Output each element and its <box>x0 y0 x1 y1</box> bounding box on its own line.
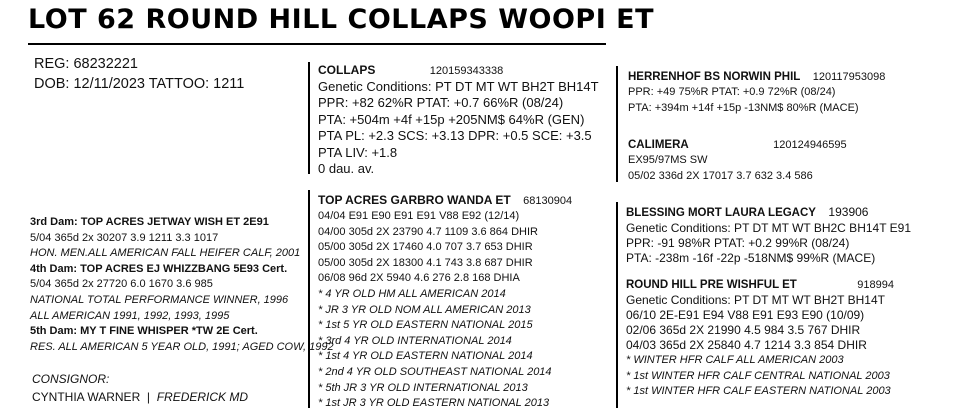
sire-dam-block <box>628 136 847 184</box>
sire-bracket-line <box>308 62 310 174</box>
dam-sire-reg: 193906 <box>828 205 869 219</box>
sire-line: PTA: +504m +4f +15p +205NM$ 64%R (GEN) <box>318 111 585 127</box>
dam-record: 05/00 305d 2X 18300 4.1 743 3.8 687 DHIR <box>318 256 533 269</box>
dam-block <box>318 192 572 412</box>
dam-sire-line: PTA: -238m -16f -22p -518NM$ 99%R (MACE) <box>626 251 876 265</box>
sire-dam-reg: 120124946595 <box>773 139 847 151</box>
sire-block <box>318 62 599 177</box>
registration-number: REG: 68232221 <box>34 56 138 72</box>
dam-reg: 68130904 <box>523 195 573 207</box>
dam-name: TOP ACRES GARBRO WANDA ET <box>318 193 511 207</box>
dam-award: * JR 3 YR OLD NOM ALL AMERICAN 2013 <box>318 303 531 316</box>
dam-award: * 1st 4 YR OLD EASTERN NATIONAL 2014 <box>318 350 533 363</box>
dam-dam-name: ROUND HILL PRE WISHFUL ET <box>626 279 797 291</box>
dam-sire-bracket-line <box>616 202 618 408</box>
dam-dam-line: 04/03 365d 2X 25840 4.7 1214 3.3 854 DHIR <box>626 338 867 352</box>
dam-dam-award: * WINTER HFR CALF ALL AMERICAN 2003 <box>626 354 844 366</box>
sire-sire-block <box>628 68 885 116</box>
dam-record: 04/04 E91 E90 E91 E91 V88 E92 (12/14) <box>318 210 520 222</box>
sire-line: Genetic Conditions: PT DT MT WT BH2T BH14T <box>318 79 599 94</box>
sire-dam-name: CALIMERA <box>628 139 689 151</box>
dam-sire-block <box>626 204 911 266</box>
fourth-dam-record: 5/04 365d 2x 27720 6.0 1670 3.6 985 <box>30 278 213 291</box>
sire-line: PTA LIV: +1.8 <box>318 144 398 160</box>
consignor-info <box>32 390 248 404</box>
sire-dam-line: EX95/97MS SW <box>628 154 708 166</box>
ancestors-block <box>30 215 334 355</box>
sire-sire-reg: 120117953098 <box>812 71 886 83</box>
dam-award: * 1st JR 3 YR OLD EASTERN NATIONAL 2013 <box>318 397 550 410</box>
sire-reg: 120159343338 <box>429 65 504 77</box>
dam-dam-award: * 1st WINTER HFR CALF CENTRAL NATIONAL 2003 <box>626 369 890 382</box>
third-dam-record: 5/04 365d 2x 30207 3.9 1211 3.3 1017 <box>30 231 219 244</box>
dam-sire-line: Genetic Conditions: PT DT MT WT BH2C BH14T E91 <box>626 221 911 235</box>
sire-name: COLLAPS <box>318 63 376 77</box>
third-dam-name: 3rd Dam: TOP ACRES JETWAY WISH ET 2E91 <box>30 216 269 228</box>
dam-dam-block <box>626 276 894 400</box>
dam-dam-award: * 1st WINTER HFR CALF EASTERN NATIONAL 2003 <box>626 385 891 398</box>
dam-dam-reg: 918994 <box>857 279 894 291</box>
dam-award: * 2nd 4 YR OLD SOUTHEAST NATIONAL 2014 <box>318 365 552 378</box>
dam-dam-line: 06/10 2E-E91 E94 V88 E91 E93 E90 (10/09) <box>626 308 865 322</box>
fifth-dam-name: 5th Dam: MY T FINE WHISPER *TW 2E Cert. <box>30 325 258 338</box>
fourth-dam-name: 4th Dam: TOP ACRES EJ WHIZZBANG 5E93 Cert. <box>30 262 288 275</box>
sire-sire-line: PPR: +49 75%R PTAT: +0.9 72%R (08/24) <box>628 86 836 98</box>
dam-records <box>318 209 572 287</box>
birth-date-tattoo: DOB: 12/11/2023 TATTOO: 1211 <box>34 76 245 92</box>
dam-dam-line: 02/06 365d 2X 21990 4.5 984 3.5 767 DHIR <box>626 323 861 337</box>
dam-sire-line: PPR: -91 98%R PTAT: +0.2 99%R (08/24) <box>626 236 850 250</box>
sire-details <box>318 79 599 177</box>
fourth-dam-award: ALL AMERICAN 1991, 1992, 1993, 1995 <box>30 309 230 322</box>
title-underline <box>28 43 606 45</box>
third-dam-award: HON. MEN.ALL AMERICAN FALL HEIFER CALF, 2001 <box>30 247 301 260</box>
consignor-location: FREDERICK MD <box>156 390 249 404</box>
dam-award: * 5th JR 3 YR OLD INTERNATIONAL 2013 <box>318 381 528 394</box>
page-title: LOT 62 ROUND HILL COLLAPS WOOPI ET <box>28 4 655 35</box>
sire-sire-bracket-line <box>616 66 618 182</box>
consignor-label: CONSIGNOR: <box>32 372 110 386</box>
sire-sire-line: PTA: +394m +14f +15p -13NM$ 80%R (MACE) <box>628 101 859 114</box>
dam-record: 06/08 96d 2X 5940 4.6 276 2.8 168 DHIA <box>318 272 520 285</box>
sire-line: PTA PL: +2.3 SCS: +3.13 DPR: +0.5 SCE: +3.5 <box>318 128 592 144</box>
dam-dam-line: Genetic Conditions: PT DT MT WT BH2T BH14T <box>626 293 885 307</box>
dam-award: * 3rd 4 YR OLD INTERNATIONAL 2014 <box>318 334 512 347</box>
fourth-dam-award: NATIONAL TOTAL PERFORMANCE WINNER, 1996 <box>30 293 289 306</box>
consignor-name: CYNTHIA WARNER <box>32 390 141 404</box>
sire-dam-line: 05/02 336d 2X 17017 3.7 632 3.4 586 <box>628 169 813 182</box>
dam-award: * 4 YR OLD HM ALL AMERICAN 2014 <box>318 287 506 300</box>
dam-record: 05/00 305d 2X 17460 4.0 707 3.7 653 DHIR <box>318 241 533 254</box>
dam-awards <box>318 287 572 412</box>
fifth-dam-award: RES. ALL AMERICAN 5 YEAR OLD, 1991; AGED COW, 1992 <box>30 340 334 353</box>
dam-record: 04/00 305d 2X 23790 4.7 1109 3.6 864 DHIR <box>318 225 538 238</box>
dam-award: * 1st 5 YR OLD EASTERN NATIONAL 2015 <box>318 319 533 332</box>
consignor-divider: | <box>143 390 154 404</box>
dam-sire-name: BLESSING MORT LAURA LEGACY <box>626 207 816 219</box>
sire-line: 0 dau. av. <box>318 161 375 177</box>
sire-sire-name: HERRENHOF BS NORWIN PHIL <box>628 71 801 83</box>
sire-line: PPR: +82 62%R PTAT: +0.7 66%R (08/24) <box>318 95 564 111</box>
